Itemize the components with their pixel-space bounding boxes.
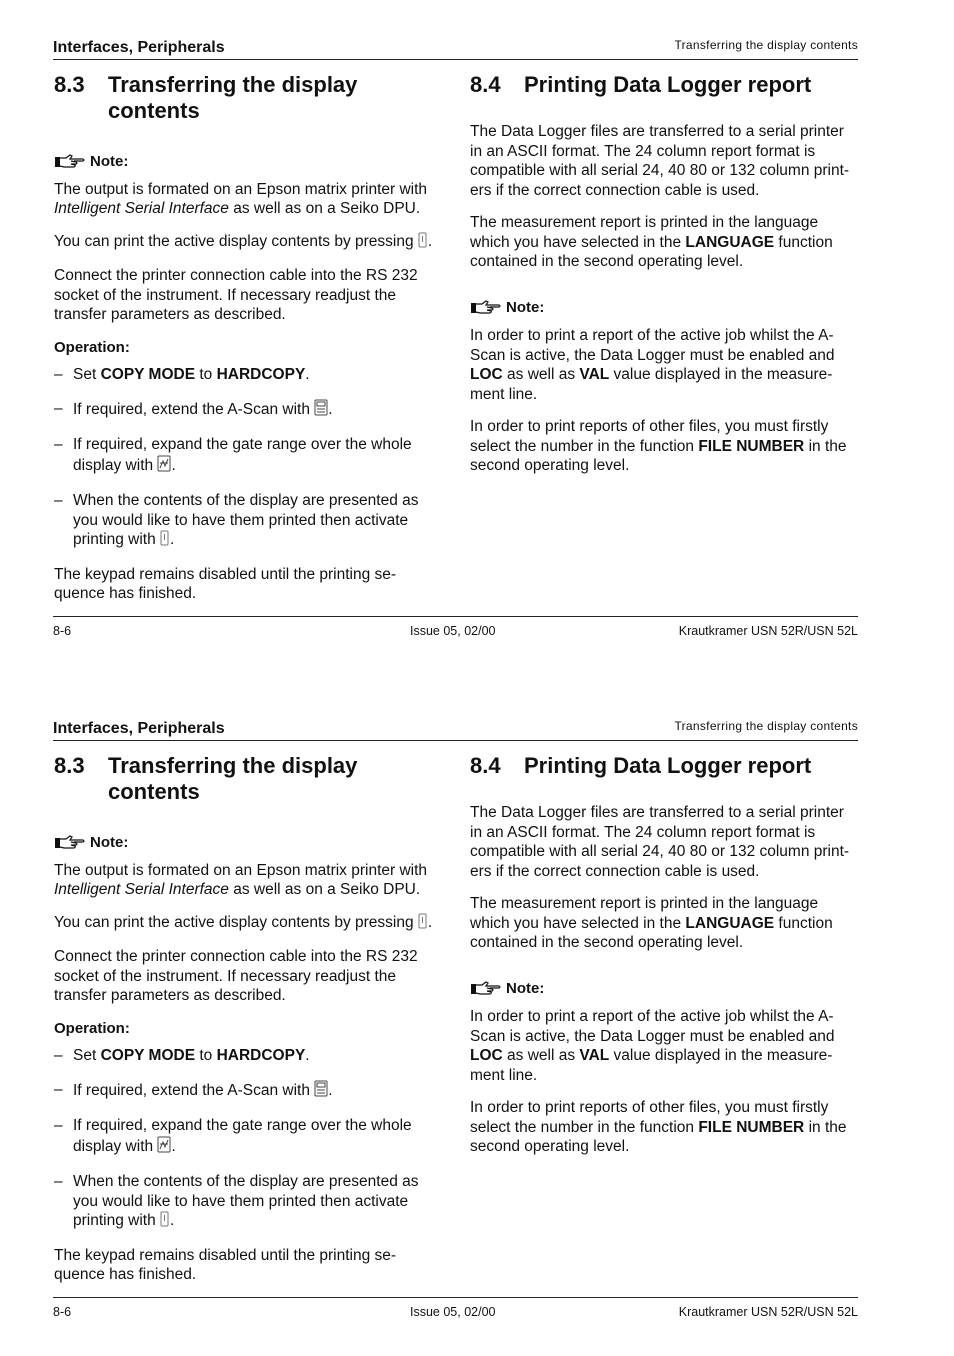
header-rule	[53, 59, 858, 60]
bold-text: LANGUAGE	[685, 233, 775, 251]
paragraph: The Data Logger files are transferred to a serial printer in an ASCII format. The 24 column report format is compatible with all serial 24, 40 80 or 132 column print-ers if the correct connection cable is used.	[470, 123, 850, 199]
right-column	[470, 72, 852, 476]
operation-label: Operation:	[54, 338, 130, 356]
text-run: The output is formated on an Epson matrix printer with	[54, 180, 428, 198]
paragraph: The Data Logger files are transferred to a serial printer in an ASCII format. The 24 column report format is compatible with all serial 24, 40 80 or 132 column print-ers if the correct connection cable is used.	[470, 804, 850, 880]
text-run: .	[328, 400, 333, 418]
bold-text: VAL	[579, 1047, 610, 1064]
topic-header: Transferring the display contents	[674, 719, 858, 733]
paragraph: The keypad remains disabled until the printing se-quence has finished.	[54, 1246, 397, 1283]
note-label	[54, 833, 436, 853]
note-text: Note:	[506, 298, 545, 316]
list-dash: –	[54, 366, 63, 383]
text-run: function contained in the second operating level.	[470, 914, 833, 951]
print-key-icon	[160, 1211, 170, 1233]
print-key-icon	[160, 530, 170, 552]
list-item	[54, 435, 436, 477]
product-label: Krautkramer USN 52R/USN 52L	[678, 624, 858, 638]
text-run: If required, extend the A-Scan with	[73, 400, 310, 418]
list-item	[54, 365, 436, 385]
product-label: Krautkramer USN 52R/USN 52L	[678, 1305, 858, 1319]
paragraph: Connect the printer connection cable into the RS 232 socket of the instrument. If necessary readjust the transfer parameters as described.	[54, 267, 418, 323]
text-run: The output is formated on an Epson matrix printer with	[54, 861, 428, 879]
paragraph	[54, 232, 436, 254]
manual-page-top	[0, 0, 954, 675]
text-run: .	[427, 913, 433, 931]
note-text: Note:	[90, 834, 129, 851]
operation-label: Operation:	[54, 1019, 130, 1037]
a-scan-key-icon	[314, 399, 328, 422]
text-run: If required, expand the gate range over the whole display with	[73, 1117, 412, 1155]
heading-number: 8.3	[54, 72, 85, 97]
list-item	[54, 399, 436, 422]
list-item	[54, 491, 436, 552]
pointing-hand-icon	[470, 299, 506, 316]
italic-text: Intelligent Serial Interface	[54, 881, 229, 898]
text-run: Set	[73, 366, 101, 383]
paragraph	[54, 861, 436, 900]
manual-page-bottom	[0, 681, 954, 1356]
text-run: as well as on a Seiko DPU.	[228, 200, 421, 217]
bold-text: COPY MODE	[100, 1047, 196, 1064]
footer-rule	[53, 616, 858, 617]
page-number: 8-6	[53, 1305, 72, 1319]
right-column	[470, 753, 852, 1157]
paragraph	[470, 417, 852, 476]
list-dash: –	[54, 492, 63, 509]
left-column	[54, 72, 436, 604]
text-run: You can print the active display contents by pressing	[54, 913, 414, 931]
text-run: to	[195, 366, 217, 383]
section-header: Interfaces, Peripherals	[53, 720, 225, 737]
list-dash: –	[54, 1117, 63, 1134]
note-text: Note:	[90, 153, 129, 170]
print-key-icon	[418, 232, 428, 254]
paragraph	[470, 1098, 852, 1157]
text-run: When the contents of the display are presented as you would like to have them printed then activate printing with	[73, 492, 419, 548]
note-label	[54, 152, 436, 172]
text-run: .	[305, 366, 310, 383]
note-text: Note:	[506, 979, 545, 997]
section-heading-8-3	[54, 72, 436, 124]
text-run: The measurement report is printed in the language which you have selected in the	[470, 214, 819, 251]
left-column	[54, 753, 436, 1285]
text-run: .	[170, 531, 175, 548]
text-run: In order to print reports of other files, you must firstly select the number in the function	[470, 1099, 829, 1136]
paragraph: The keypad remains disabled until the printing se-quence has finished.	[54, 565, 397, 602]
pointing-hand-icon	[54, 153, 90, 170]
text-run: In order to print a report of the active job whilst the A-Scan is active, the Data Logger must be enabled and	[470, 327, 835, 364]
print-key-icon	[418, 913, 428, 935]
paragraph	[54, 180, 436, 219]
pointing-hand-icon	[470, 980, 506, 997]
issue-label: Issue 05, 02/00	[410, 624, 496, 638]
bold-text: HARDCOPY	[216, 1047, 306, 1064]
bold-text: LOC	[470, 366, 503, 383]
paragraph: Connect the printer connection cable into the RS 232 socket of the instrument. If necessary readjust the transfer parameters as described.	[54, 948, 418, 1004]
section-header: Interfaces, Peripherals	[53, 39, 225, 56]
heading-text: Transferring the display contents	[108, 72, 358, 123]
text-run: as well as	[502, 1047, 580, 1064]
text-run: In order to print a report of the active job whilst the A-Scan is active, the Data Logger must be enabled and	[470, 1008, 835, 1045]
topic-header: Transferring the display contents	[674, 38, 858, 52]
page-number: 8-6	[53, 624, 72, 638]
heading-number: 8.4	[470, 753, 501, 778]
text-run: function contained in the second operating level.	[470, 233, 833, 270]
text-run: .	[305, 1047, 310, 1064]
paragraph	[470, 326, 852, 404]
bold-text: FILE NUMBER	[698, 1118, 805, 1136]
text-run: as well as on a Seiko DPU.	[228, 881, 421, 898]
a-scan-key-icon	[314, 1080, 328, 1103]
heading-number: 8.3	[54, 753, 85, 778]
paragraph	[470, 213, 852, 272]
note-label	[470, 298, 852, 318]
list-dash: –	[54, 436, 63, 453]
section-heading-8-4	[470, 753, 852, 779]
text-run: If required, expand the gate range over the whole display with	[73, 436, 412, 474]
gate-key-icon	[157, 455, 171, 478]
text-run: .	[170, 1212, 175, 1229]
text-run: If required, extend the A-Scan with	[73, 1081, 310, 1099]
bold-text: COPY MODE	[100, 366, 196, 383]
italic-text: Intelligent Serial Interface	[54, 200, 229, 217]
text-run: value displayed in the measure-ment line.	[470, 1047, 833, 1084]
gate-key-icon	[157, 1136, 171, 1159]
list-item	[54, 1046, 436, 1066]
heading-text: Printing Data Logger report	[524, 753, 812, 778]
section-heading-8-3	[54, 753, 436, 805]
text-run: .	[427, 232, 433, 250]
text-run: .	[171, 1137, 176, 1155]
text-run: Set	[73, 1047, 101, 1064]
text-run: in the second operating level.	[470, 437, 847, 474]
paragraph	[54, 913, 436, 935]
text-run: value displayed in the measure-ment line.	[470, 366, 833, 403]
text-run: .	[328, 1081, 333, 1099]
list-dash: –	[54, 399, 63, 417]
text-run: In order to print reports of other files, you must firstly select the number in the function	[470, 418, 829, 455]
text-run: .	[171, 456, 176, 474]
list-dash: –	[54, 1047, 63, 1064]
paragraph	[470, 1007, 852, 1085]
text-run: to	[195, 1047, 217, 1064]
list-item	[54, 1172, 436, 1233]
bold-text: HARDCOPY	[216, 366, 306, 383]
heading-number: 8.4	[470, 72, 501, 97]
paragraph	[470, 894, 852, 953]
pointing-hand-icon	[54, 834, 90, 851]
bold-text: LANGUAGE	[685, 914, 775, 932]
list-item	[54, 1080, 436, 1103]
text-run: in the second operating level.	[470, 1118, 847, 1155]
list-item	[54, 1116, 436, 1158]
section-heading-8-4	[470, 72, 852, 98]
text-run: When the contents of the display are presented as you would like to have them printed then activate printing with	[73, 1173, 419, 1229]
list-dash: –	[54, 1080, 63, 1098]
heading-text: Transferring the display contents	[108, 753, 358, 804]
text-run: The measurement report is printed in the language which you have selected in the	[470, 895, 819, 932]
bold-text: LOC	[470, 1047, 503, 1064]
list-dash: –	[54, 1173, 63, 1190]
bold-text: VAL	[579, 366, 610, 383]
issue-label: Issue 05, 02/00	[410, 1305, 496, 1319]
bold-text: FILE NUMBER	[698, 437, 805, 455]
note-label	[470, 979, 852, 999]
footer-rule	[53, 1297, 858, 1298]
text-run: You can print the active display contents by pressing	[54, 232, 414, 250]
text-run: as well as	[502, 366, 580, 383]
header-rule	[53, 740, 858, 741]
heading-text: Printing Data Logger report	[524, 72, 812, 97]
